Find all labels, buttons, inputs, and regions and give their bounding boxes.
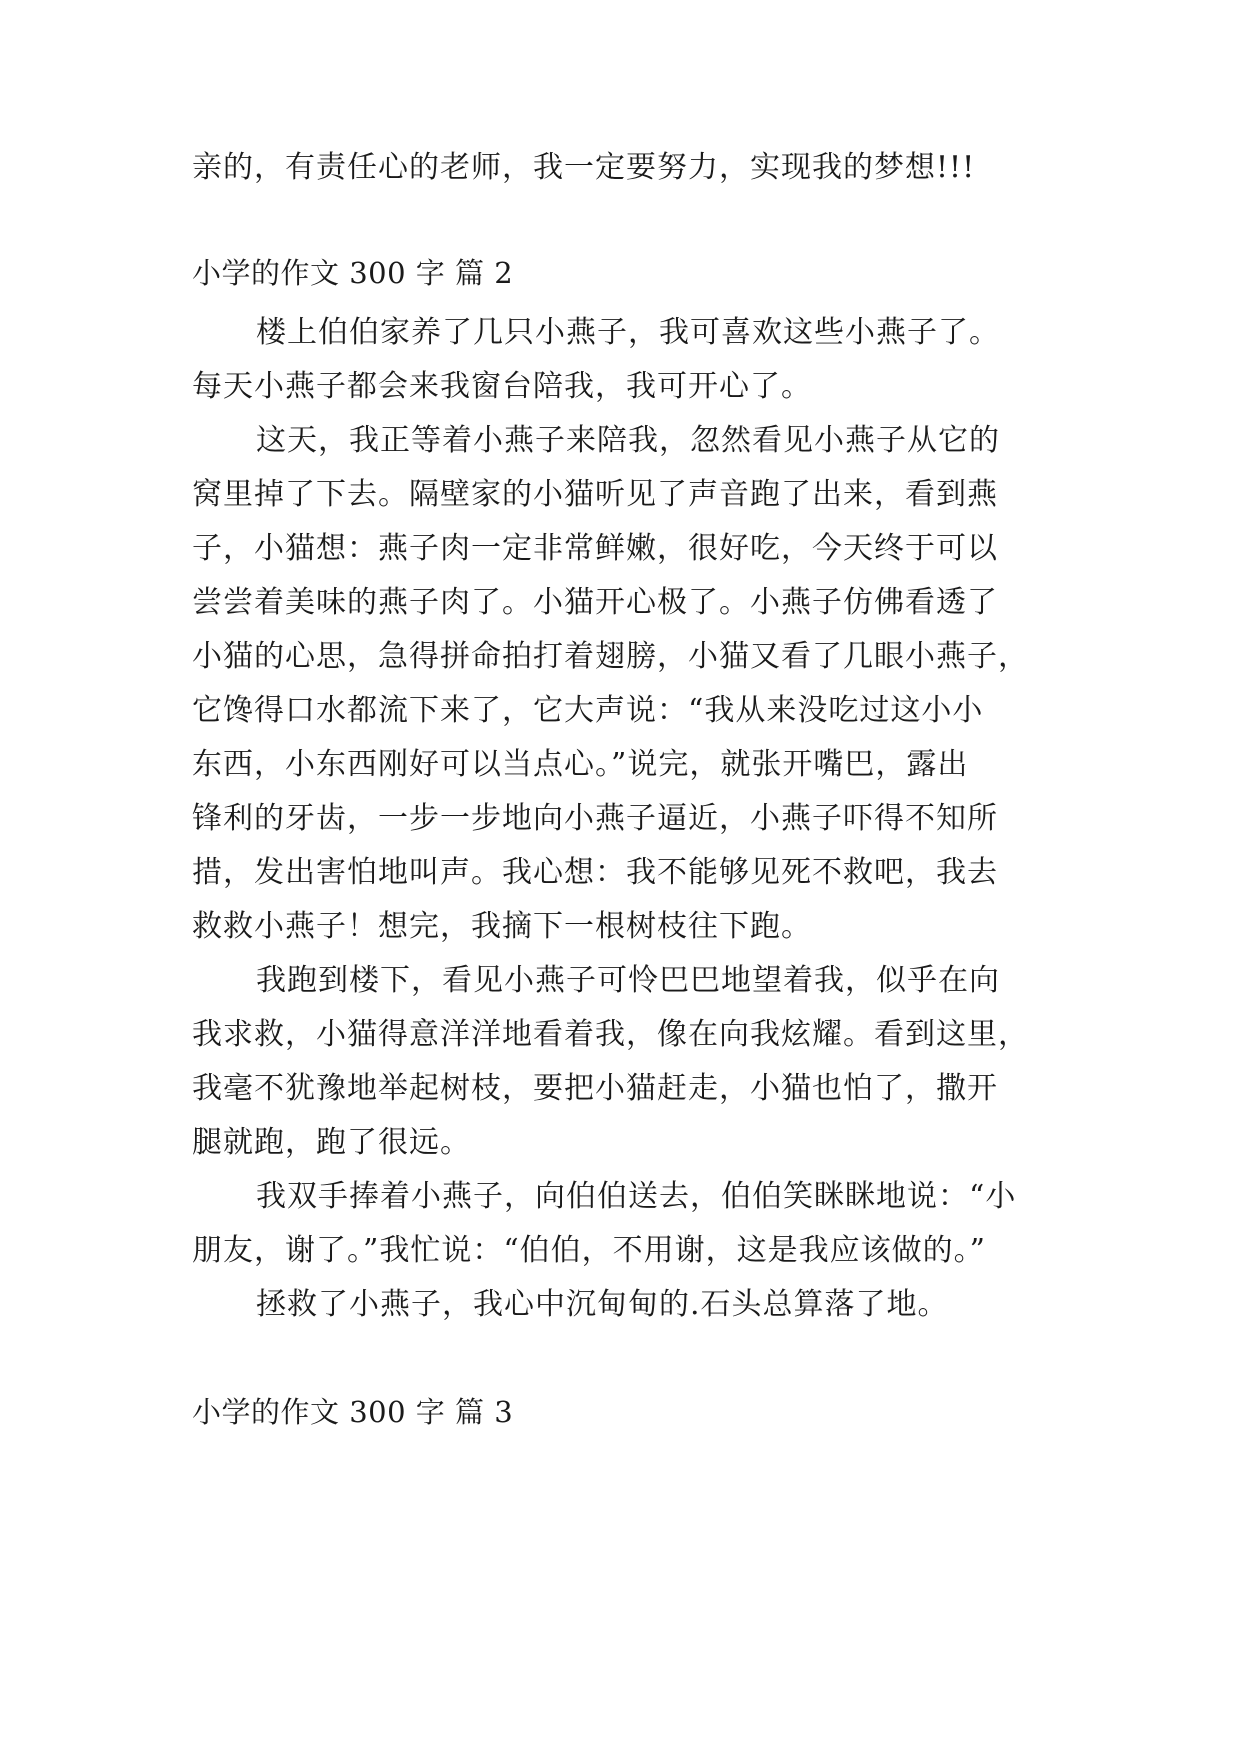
paragraph-line: 窝里掉了下去。隔壁家的小猫听见了声音跑了出来，看到燕 [192, 477, 998, 512]
paragraph-line: 楼上伯伯家养了几只小燕子，我可喜欢这些小燕子了。 [256, 315, 1000, 350]
section-2-heading: 小学的作文 300 字 篇 2 [192, 256, 514, 290]
paragraph-line: 这天，我正等着小燕子来陪我，忽然看见小燕子从它的 [256, 423, 1000, 458]
paragraph-line: 它馋得口水都流下来了，它大声说：“我从来没吃过这小小 [192, 693, 984, 728]
paragraph-line: 锋利的牙齿，一步一步地向小燕子逼近，小燕子吓得不知所 [192, 801, 998, 836]
paragraph-line: 尝尝着美味的燕子肉了。小猫开心极了。小燕子仿佛看透了 [192, 585, 998, 620]
paragraph-line: 我跑到楼下，看见小燕子可怜巴巴地望着我，似乎在向 [256, 963, 1000, 998]
paragraph-line: 东西，小东西刚好可以当点心。”说完，就张开嘴巴，露出 [192, 747, 969, 782]
paragraph-line: 子，小猫想：燕子肉一定非常鲜嫩，很好吃，今天终于可以 [192, 531, 998, 566]
paragraph-line: 拯救了小燕子，我心中沉甸甸的.石头总算落了地。 [256, 1287, 949, 1322]
paragraph-line: 每天小燕子都会来我窗台陪我，我可开心了。 [192, 369, 812, 404]
paragraph-line: 小猫的心思，急得拼命拍打着翅膀，小猫又看了几眼小燕子， [192, 639, 1029, 674]
paragraph-line: 我双手捧着小燕子，向伯伯送去，伯伯笑眯眯地说：“小 [256, 1179, 1017, 1214]
section-3-heading: 小学的作文 300 字 篇 3 [192, 1395, 514, 1429]
paragraph-line: 我求救，小猫得意洋洋地看着我，像在向我炫耀。看到这里， [192, 1017, 1029, 1052]
paragraph-line: 措，发出害怕地叫声。我心想：我不能够见死不救吧，我去 [192, 855, 998, 890]
paragraph-line: 我毫不犹豫地举起树枝，要把小猫赶走，小猫也怕了，撒开 [192, 1071, 998, 1106]
intro-line: 亲的，有责任心的老师，我一定要努力，实现我的梦想!!! [192, 150, 976, 185]
paragraph-line: 朋友，谢了。”我忙说：“伯伯，不用谢，这是我应该做的。” [192, 1233, 987, 1268]
paragraph-line: 救救小燕子！想完，我摘下一根树枝往下跑。 [192, 909, 812, 944]
paragraph-line: 腿就跑，跑了很远。 [192, 1125, 471, 1160]
